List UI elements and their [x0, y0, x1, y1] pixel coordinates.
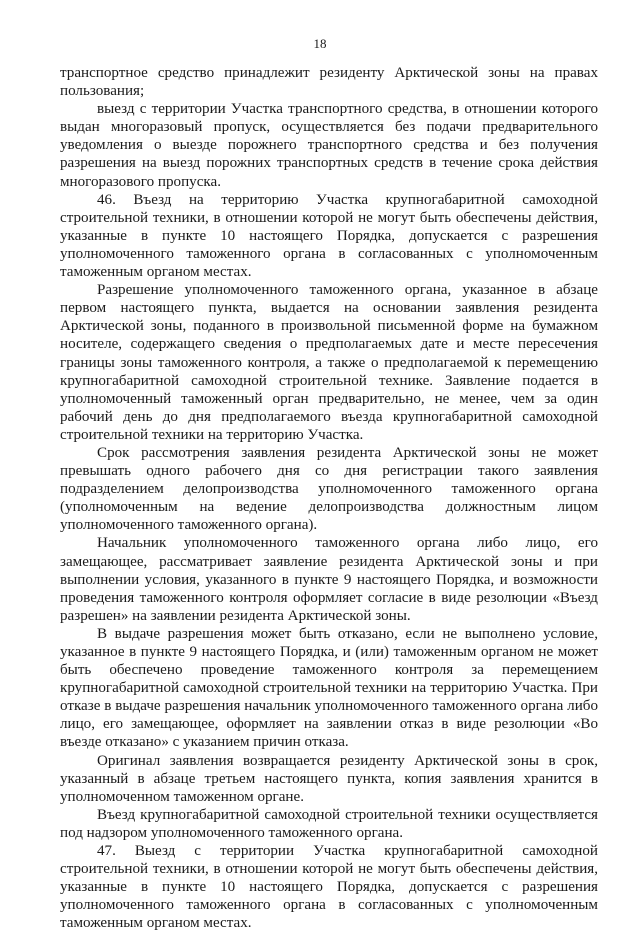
- paragraph-review-term: Срок рассмотрения заявления резидента Арктической зоны не может превышать одного рабочего дня со дня регистрации такого заявления подразделением делопроизводства уполномоченного таможенного органа (уполномоченным на ведение делопроизводства должностным лицом уполномоченного таможенного органа).: [60, 444, 598, 534]
- paragraph-supervision: Въезд крупногабаритной самоходной строительной техники осуществляется под надзором уполномоченного таможенного органа.: [60, 806, 598, 841]
- page-number: 18: [313, 36, 327, 51]
- paragraph-original-return: Оригинал заявления возвращается резиденту Арктической зоны в срок, указанный в абзаце третьем настоящего пункта, копия заявления хранится в уполномоченном таможенном органе.: [60, 752, 598, 805]
- paragraph-item-47: 47. Выезд с территории Участка крупногабаритной самоходной строительной техники, в отношении которой не могут быть обеспечены действия, указанные в пункте 10 настоящего Порядка, допускается с разрешения уполномоченного таможенного органа в согласованных с уполномоченным таможенным органом местах.: [60, 843, 598, 932]
- paragraph-refusal: В выдаче разрешения может быть отказано, если не выполнено условие, указанное в пункте 9 настоящего Порядка, и (или) таможенным органом не может быть обеспечено проведение таможенного контроля за перемещением крупногабаритной самоходной строительной техники на территорию Участка. При отказе в выдаче разрешения начальник уполномоченного таможенного органа либо лицо, его замещающее, оформляет на заявлении отказ в виде резолюции «Во въезде отказано» с указанием причин отказа.: [60, 625, 598, 751]
- paragraph-exit-multi-pass: выезд с территории Участка транспортного средства, в отношении которого выдан многоразовый пропуск, осуществляется без подачи предварительного уведомления о выезде порожнего транспортного средства и без получения разрешения на выезд порожних транспортных средств в течение срока действия многоразового пропуска.: [60, 101, 598, 190]
- paragraph-item-46: 46. Въезд на территорию Участка крупногабаритной самоходной строительной техники, в отношении которой не могут быть обеспечены действия, указанные в пункте 10 настоящего Порядка, допускается с разрешения уполномоченного таможенного органа в согласованных с уполномоченным таможенным органом местах.: [60, 191, 598, 281]
- paragraph-continuation: транспортное средство принадлежит резиденту Арктической зоны на правах пользования;: [60, 65, 598, 100]
- paragraph-chief-review: Начальник уполномоченного таможенного органа либо лицо, его замещающее, рассматривает заявление резидента Арктической зоны и при выполнении условия, указанного в пункте 9 настоящего Порядка, и возможности проведения таможенного контроля оформляет согласие в виде резолюции «Въезд разрешен» на заявлении резидента Арктической зоны.: [60, 535, 598, 624]
- document-body: [60, 64, 598, 933]
- paragraph-permit-basis: Разрешение уполномоченного таможенного органа, указанное в абзаце первом настоящего пункта, выдается на основании заявления резидента Арктической зоны, поданного в произвольной письменной форме на бумажном носителе, содержащего сведения о предполагаемых дате и месте пересечения границы зоны таможенного контроля, а также о предполагаемой к перемещению крупногабаритной самоходной строительной технике. Заявление подается в уполномоченный таможенный орган предварительно, не менее, чем за один рабочий день до дня предполагаемого въезда крупногабаритной самоходной строительной техники на территорию Участка.: [60, 282, 598, 443]
